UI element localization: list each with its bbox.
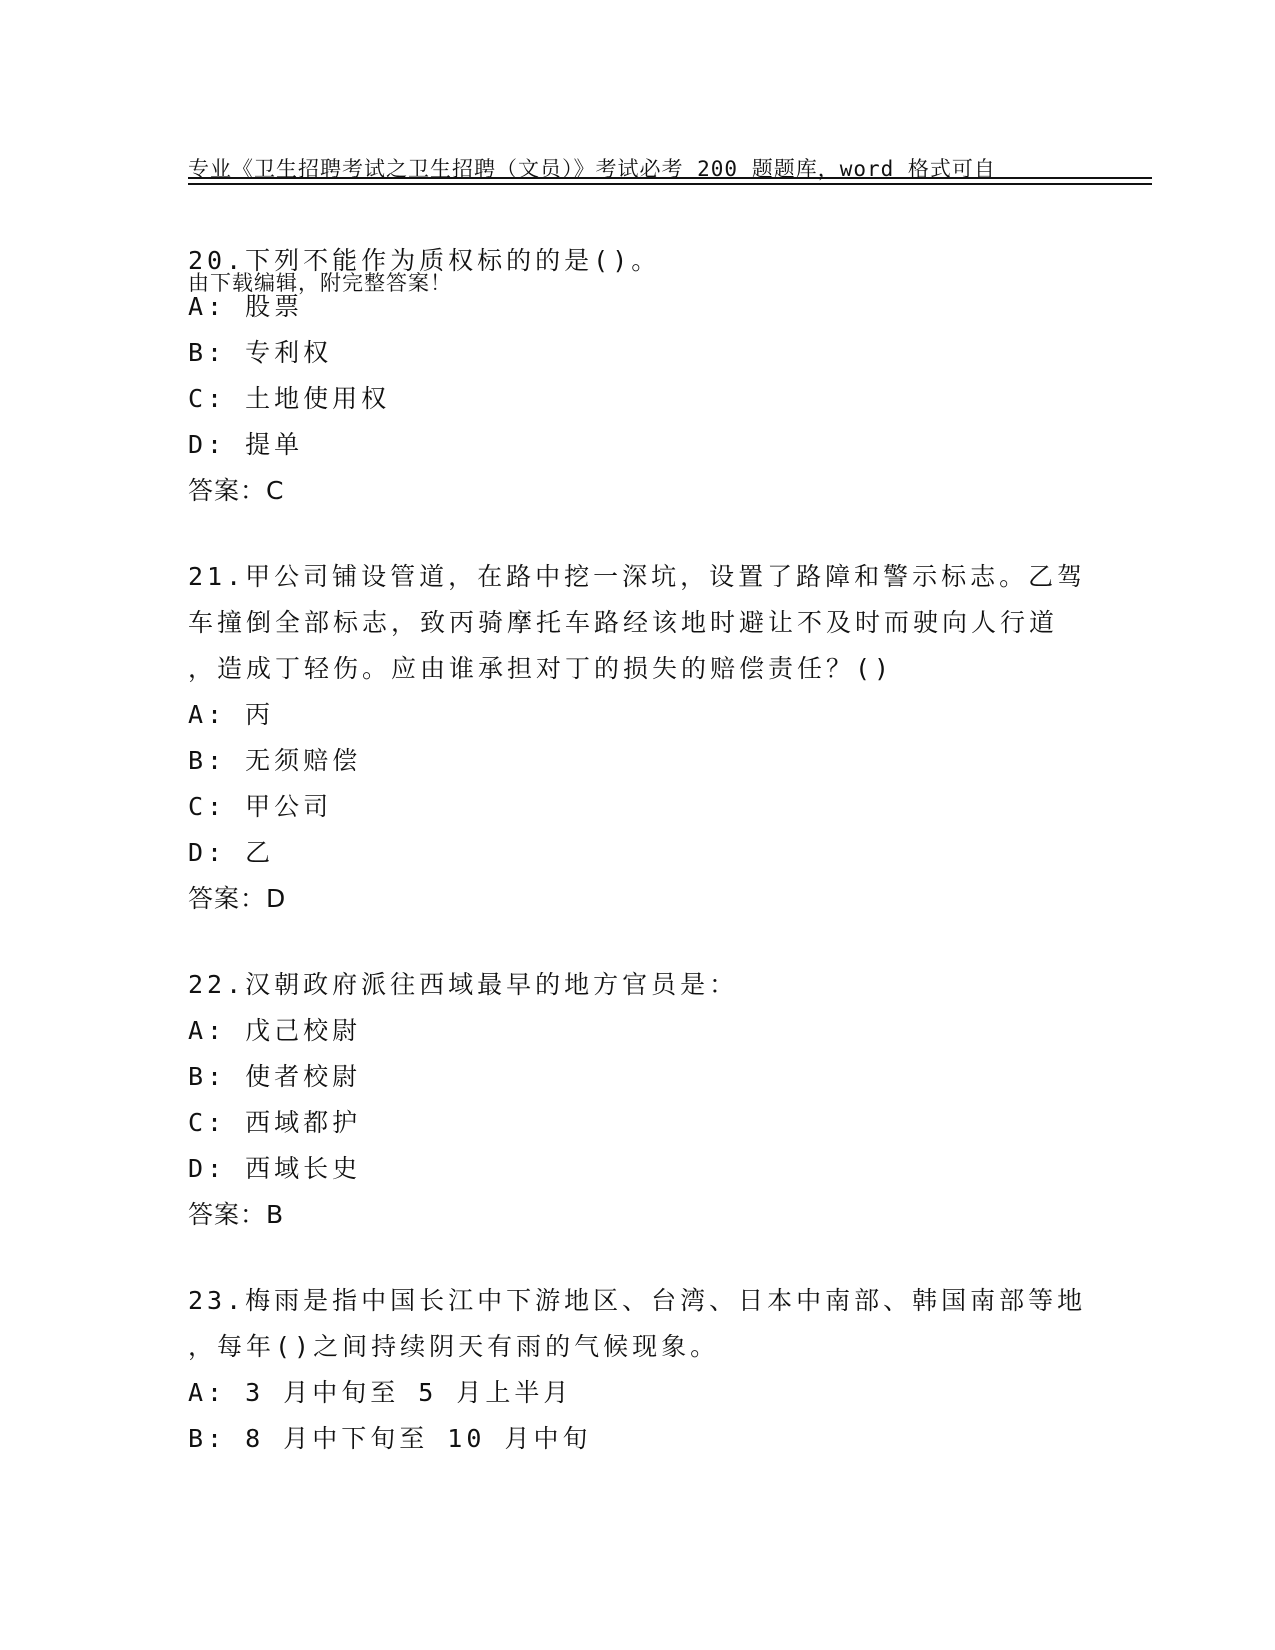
answer: 答案：D [188,884,287,913]
question-stem-line-3: ，造成丁轻伤。应由谁承担对丁的损失的赔偿责任？() [188,654,894,683]
question-stem-line-2: 车撞倒全部标志，致丙骑摩托车路经该地时避让不及时而驶向人行道 [188,608,1059,637]
option-b: B: 无须赔偿 [188,746,362,775]
option-c: C: 西域都护 [188,1108,362,1137]
answer: 答案：C [188,476,285,505]
question-stem: 20.下列不能作为质权标的的是()。 [188,246,661,275]
header-divider-top [188,177,1152,179]
option-a: A: 戊己校尉 [188,1016,362,1045]
option-c: C: 甲公司 [188,792,333,821]
question-stem-line-1: 21.甲公司铺设管道，在路中挖一深坑，设置了路障和警示标志。乙驾 [188,562,1087,591]
header-line-1: 专业《卫生招聘考试之卫生招聘（文员）》考试必考 200 题题库，word 格式可自 [188,157,996,181]
option-a: A: 丙 [188,700,275,729]
option-d: D: 西域长史 [188,1154,362,1183]
question-21 [188,554,1088,922]
option-a: A: 股票 [188,292,304,321]
option-c: C: 土地使用权 [188,384,391,413]
header-divider-bottom [188,183,1152,185]
question-23 [188,1278,1088,1462]
question-list [188,238,1088,1502]
option-d: D: 提单 [188,430,304,459]
option-a: A: 3 月中旬至 5 月上半月 [188,1378,573,1407]
header-line-2: 由下载编辑，附完整答案！ [188,271,452,295]
question-stem: 22.汉朝政府派往西域最早的地方官员是： [188,970,739,999]
question-stem-line-1: 23.梅雨是指中国长江中下游地区、台湾、日本中南部、韩国南部等地 [188,1286,1087,1315]
question-20 [188,238,1088,514]
option-d: D: 乙 [188,838,275,867]
option-b: B: 专利权 [188,338,333,367]
question-22 [188,962,1088,1238]
answer: 答案：B [188,1200,285,1229]
option-b: B: 8 月中下旬至 10 月中旬 [188,1424,592,1453]
option-b: B: 使者校尉 [188,1062,362,1091]
question-stem-line-2: ，每年()之间持续阴天有雨的气候现象。 [188,1332,720,1361]
